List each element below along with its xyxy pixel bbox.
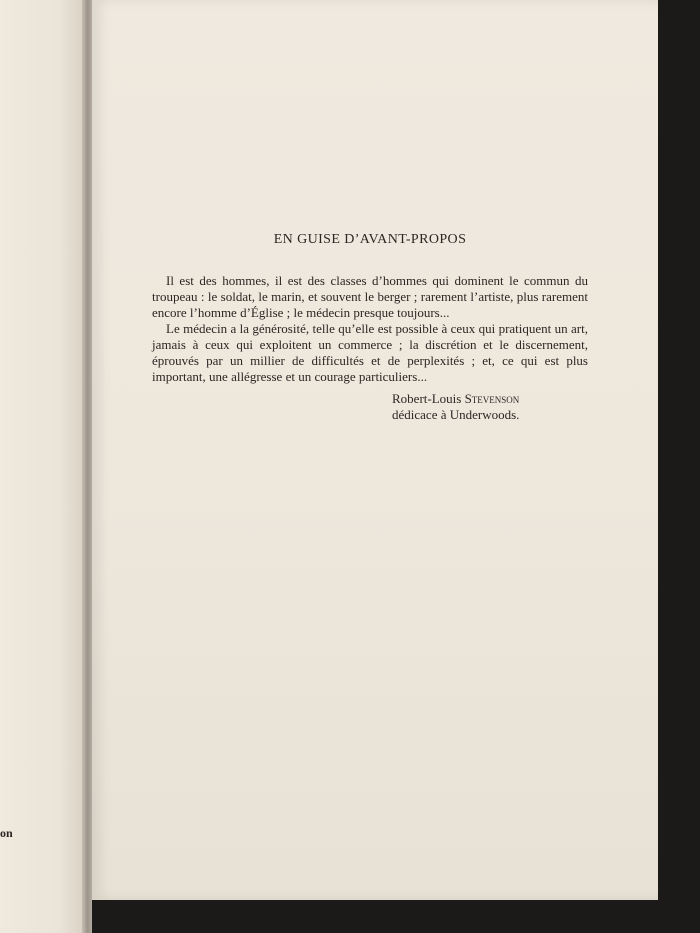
author-first-name: Robert-Louis bbox=[392, 391, 462, 406]
right-background bbox=[658, 0, 700, 933]
left-page bbox=[0, 0, 84, 933]
page-title: EN GUISE D’AVANT-PROPOS bbox=[273, 232, 467, 247]
right-page bbox=[92, 0, 658, 900]
left-page-fragment: on bbox=[0, 826, 13, 840]
author-last-name: Stevenson bbox=[464, 391, 520, 406]
author-line bbox=[392, 391, 588, 407]
page-content bbox=[152, 232, 588, 423]
signature-block bbox=[392, 391, 588, 423]
dedication-line: dédicace à Underwoods. bbox=[392, 407, 520, 422]
paragraph-1: Il est des hommes, il est des classes d’hommes qui dominent le commun du troupeau : le soldat, le marin, et souvent le berger ; rarement l’artiste, plus rarement encore l’homme d’Église ; le médecin presque toujours... bbox=[152, 273, 588, 320]
paragraph-2: Le médecin a la générosité, telle qu’elle est possible à ceux qui pratiquent un art, jamais à ceux qui exploitent un commerce ; la discrétion et le discernement, éprouvés par un millier de difficultés et de perplexités ; et, ce qui est plus important, une allégresse et un courage particuliers... bbox=[152, 321, 588, 384]
bottom-shadow bbox=[92, 900, 658, 933]
